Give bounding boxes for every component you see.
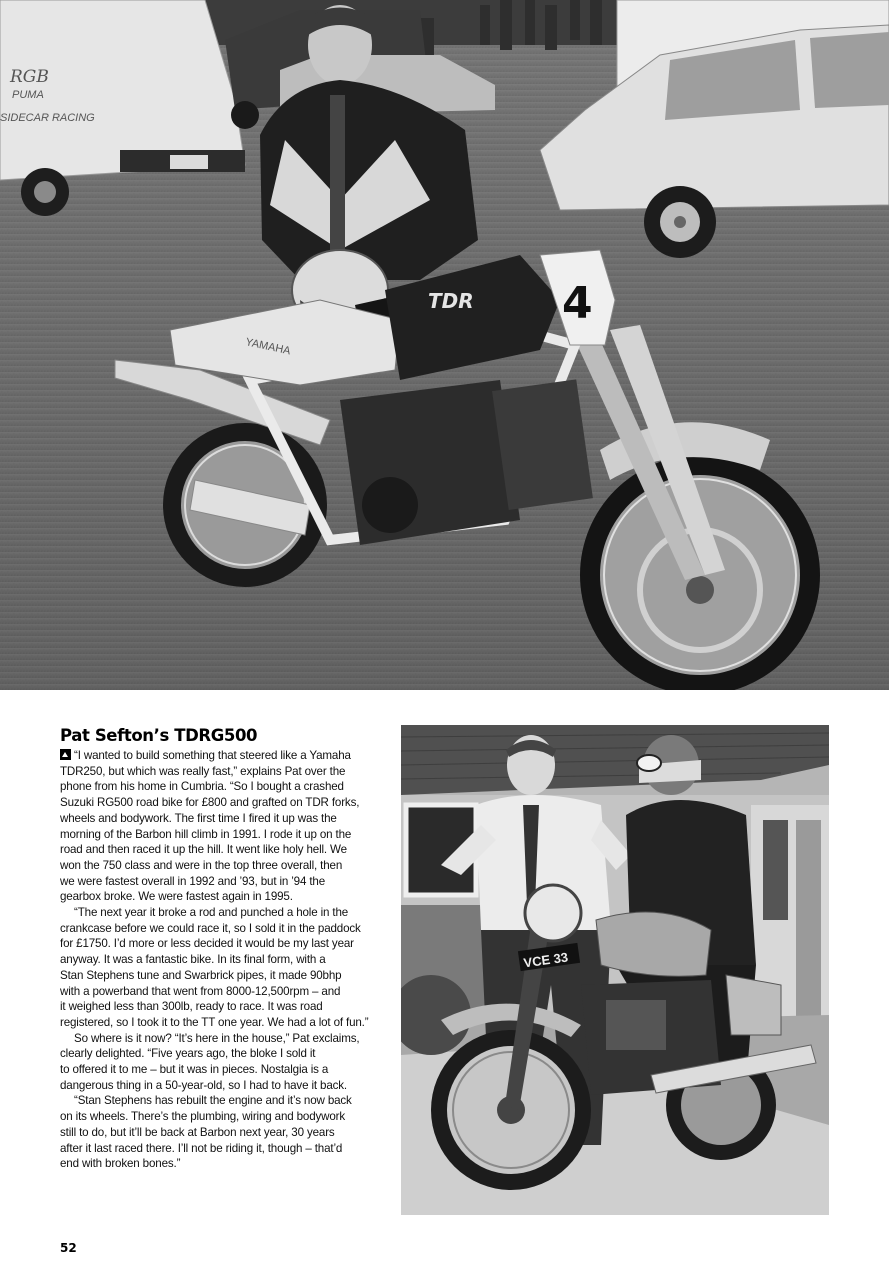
article-paragraph-1: “I wanted to build something that steered like a Yamaha TDR250, but which was really fast,” explains Pat over the phone from his home in Cumbria. “So I bought a crashed Suzuki RG500 road bike for £800 and grafted on TDR forks, wheels and bodywork. The first time I fired it up was the morning of the Barbon hill climb in 1991. I rode it up on the road and then raced it up the hill. It went like holy hell. We won the 750 class and were in the top three overall, then we were fastest overall in 1992 and ’93, but in ’94 the gearbox broke. We were fastest again in 1995. bbox=[60, 749, 360, 904]
article-start-marker-icon bbox=[60, 749, 71, 760]
article-paragraph-3: So where is it now? “It’s here in the house,” Pat exclaims, clearly delighted. “Five years ago, the bloke I sold it to offered it to me – but it was in pieces. Nostalgia is a dangerous thing in a 50-year-old, so I had to have it back. bbox=[60, 1031, 360, 1092]
race-number: 4 bbox=[562, 278, 593, 329]
side-photo-vintage-motorcycle bbox=[401, 725, 829, 1215]
van-text-sidecar-racing: SIDECAR RACING bbox=[0, 112, 95, 124]
tank-logo: TDR bbox=[428, 289, 474, 313]
article-paragraph-4: “Stan Stephens has rebuilt the engine and it’s now back on its wheels. There’s the plumbing, wiring and bodywork still to do, but it’ll be back at Barbon next year, 30 years after it last raced there. I’ll not be riding it, though – that’d end with broken bones.” bbox=[60, 1094, 352, 1171]
seat-text: YAMAHA bbox=[244, 336, 292, 358]
van-text-rgb: RGB bbox=[10, 67, 49, 87]
side-photo-scene bbox=[401, 725, 829, 1215]
article-column bbox=[60, 726, 376, 1172]
page-number: 52 bbox=[60, 1241, 77, 1255]
number-plate: VCE 33 bbox=[522, 949, 570, 971]
article-title: Pat Sefton’s TDRG500 bbox=[60, 726, 258, 745]
van-text-puma: PUMA bbox=[12, 89, 44, 101]
article-paragraph-2: “The next year it broke a rod and punched a hole in the crankcase before we could race it, so I sold it in the paddock for £1750. I’d more or less decided it would be my last year anyway. It was a fantastic bike. In its final form, with a Stan Stephens tune and Swarbrick pipes, it made 90bhp with a powerband that went from 8000-12,500rpm – and it weighed less than 300lb, ready to race. It was road registered, so I took it to the TT one year. We had a lot of fun.” bbox=[60, 906, 369, 1029]
